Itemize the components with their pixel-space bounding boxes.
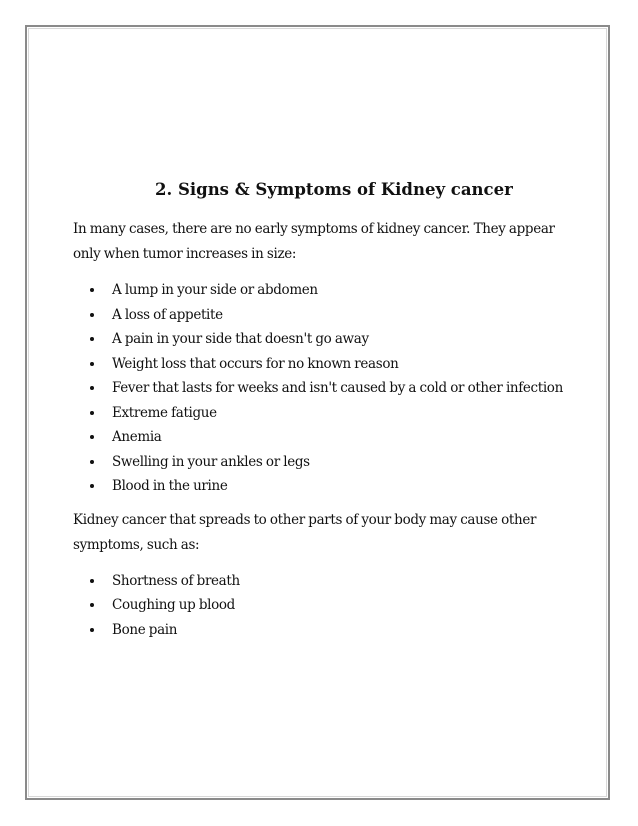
spread-paragraph bbox=[73, 508, 573, 558]
list-item bbox=[73, 327, 573, 352]
section-title: 2. Signs & Symptoms of Kidney cancer bbox=[155, 180, 513, 199]
bullet-icon bbox=[90, 386, 94, 390]
list-item-text: A loss of appetite bbox=[112, 306, 223, 323]
list-item-text: A lump in your side or abdomen bbox=[112, 282, 318, 298]
spread-symptoms-list bbox=[73, 569, 573, 643]
bullet-icon bbox=[90, 460, 94, 464]
list-item bbox=[73, 303, 573, 328]
intro-line-1: In many cases, there are no early symptoms of kidney cancer. They appear bbox=[73, 221, 555, 237]
list-item bbox=[73, 425, 573, 450]
spread-line-2: symptoms, such as: bbox=[73, 536, 200, 553]
list-item-text: Swelling in your ankles or legs bbox=[112, 453, 310, 470]
bullet-icon bbox=[90, 337, 94, 341]
list-item bbox=[73, 569, 573, 594]
spread-line-1: Kidney cancer that spreads to other parts of your body may cause other bbox=[73, 511, 537, 528]
bullet-icon bbox=[90, 603, 94, 607]
list-item bbox=[73, 376, 573, 401]
list-item-text: Shortness of breath bbox=[112, 572, 240, 589]
list-item-text: Bone pain bbox=[112, 621, 178, 638]
intro-paragraph bbox=[73, 217, 573, 267]
list-item bbox=[73, 593, 573, 618]
bullet-icon bbox=[90, 313, 94, 317]
bullet-icon bbox=[90, 411, 94, 415]
bullet-icon bbox=[90, 484, 94, 488]
bullet-icon bbox=[90, 579, 94, 583]
bullet-icon bbox=[90, 628, 94, 632]
intro-line-2: only when tumor increases in size: bbox=[73, 246, 297, 262]
list-item bbox=[73, 278, 573, 303]
list-item-text: Coughing up blood bbox=[112, 597, 235, 613]
list-item-text: Anemia bbox=[112, 429, 162, 445]
list-item-text: A pain in your side that doesn't go away bbox=[112, 331, 369, 347]
list-item-text: Fever that lasts for weeks and isn't caused by a cold or other infection bbox=[112, 380, 563, 396]
document-body bbox=[73, 177, 573, 642]
bullet-icon bbox=[90, 435, 94, 439]
list-item bbox=[73, 618, 573, 643]
bullet-icon bbox=[90, 288, 94, 292]
bullet-icon bbox=[90, 362, 94, 366]
list-item-text: Extreme fatigue bbox=[112, 404, 217, 421]
symptoms-list bbox=[73, 278, 573, 499]
list-item bbox=[73, 352, 573, 377]
list-item-text: Blood in the urine bbox=[112, 478, 228, 494]
list-item bbox=[73, 450, 573, 475]
list-item bbox=[73, 474, 573, 499]
list-item bbox=[73, 401, 573, 426]
list-item-text: Weight loss that occurs for no known reason bbox=[112, 355, 399, 372]
